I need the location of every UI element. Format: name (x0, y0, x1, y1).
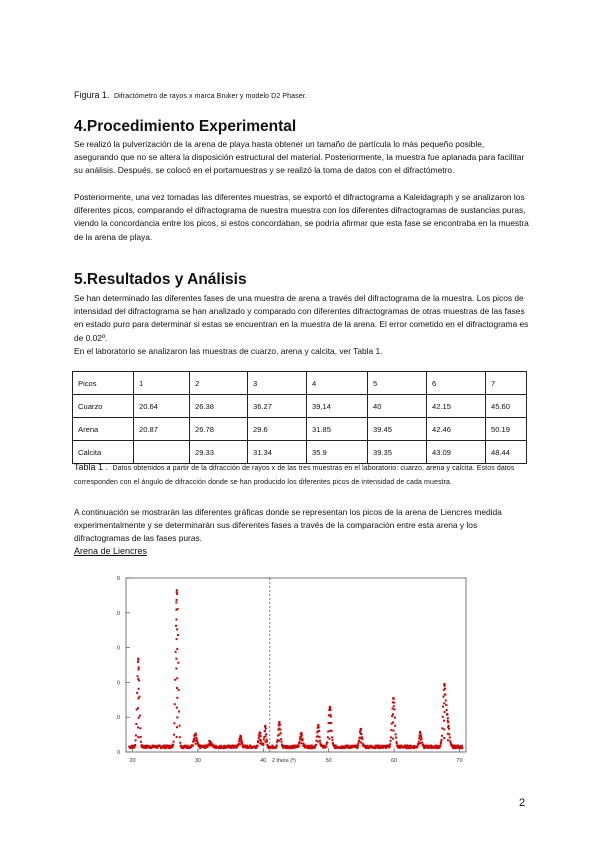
y-tick-label: 0 (116, 645, 120, 652)
table-cell: 3 (248, 372, 307, 395)
data-point (279, 724, 281, 726)
data-point (392, 721, 394, 723)
x-tick-label: 20 (129, 758, 136, 764)
figure1-caption (74, 85, 307, 103)
data-point (443, 702, 445, 704)
data-point (138, 717, 140, 719)
data-point (358, 740, 360, 742)
data-point (176, 589, 178, 591)
data-point (176, 687, 178, 689)
data-point (176, 726, 178, 728)
data-point (239, 743, 241, 745)
data-point (137, 678, 139, 680)
table1-caption (74, 461, 530, 488)
data-point (173, 734, 175, 736)
table-cell: 40 (368, 395, 427, 418)
data-point (443, 720, 445, 722)
data-point (394, 725, 396, 727)
data-point (278, 728, 280, 730)
data-point (179, 736, 181, 738)
data-point (195, 740, 197, 742)
data-point (137, 736, 139, 738)
x-tick-label: 60 (391, 758, 398, 764)
data-point (241, 742, 243, 744)
data-point (176, 593, 178, 595)
data-point (440, 741, 442, 743)
graph-intro-paragraph: A continuación se mostrarán las diferentes gráficas donde se representan los picos de la arena de Liencres medida experimentalmente y se determinarán sus diferentes fases a través de la comparación entre esta arena y los difractogramas de las fases puras. (74, 507, 502, 544)
data-point (276, 741, 278, 743)
data-point (257, 740, 259, 742)
data-point (389, 743, 391, 745)
data-point (443, 685, 445, 687)
data-point (263, 738, 265, 740)
data-point (314, 746, 316, 748)
table-cell: 26.38 (190, 395, 248, 418)
data-point (317, 735, 319, 737)
data-point (443, 737, 445, 739)
data-point (441, 739, 443, 741)
table-cell: Arena (73, 418, 134, 441)
table-cell: 39,14 (307, 395, 368, 418)
data-point (176, 599, 178, 601)
data-point (440, 743, 442, 745)
table-cell: 20.87 (134, 418, 190, 441)
data-point (329, 714, 331, 716)
data-point (175, 658, 177, 660)
data-point (446, 709, 448, 711)
data-point (330, 716, 332, 718)
data-point (317, 725, 319, 727)
data-point (392, 708, 394, 710)
data-point (137, 661, 139, 663)
data-point (461, 747, 463, 749)
data-point (419, 732, 421, 734)
data-point (133, 747, 135, 749)
table-cell: Calcita (73, 441, 134, 464)
data-point (172, 744, 174, 746)
data-point (175, 667, 177, 669)
data-point (176, 697, 178, 699)
data-point (417, 745, 419, 747)
data-point (329, 706, 331, 708)
data-point (330, 709, 332, 711)
data-point (445, 699, 447, 701)
data-point (138, 696, 140, 698)
data-point (177, 662, 179, 664)
data-point (447, 720, 449, 722)
data-point (194, 734, 196, 736)
table-cell: 26.78 (190, 418, 248, 441)
data-point (265, 741, 267, 743)
data-point (419, 742, 421, 744)
data-point (328, 738, 330, 740)
table-cell: 20.64 (134, 395, 190, 418)
data-point (178, 711, 180, 713)
data-point (136, 692, 138, 694)
data-point (357, 744, 359, 746)
data-point (176, 638, 178, 640)
data-point (439, 745, 441, 747)
data-point (327, 731, 329, 733)
data-point (325, 746, 327, 748)
data-point (444, 694, 446, 696)
table-cell: 6 (427, 372, 486, 395)
data-point (240, 738, 242, 740)
x-tick-label: 40 (260, 758, 267, 764)
data-point (176, 707, 178, 709)
data-point (280, 741, 282, 743)
data-point (175, 601, 177, 603)
data-point (176, 716, 178, 718)
table-cell: 29.6 (248, 418, 307, 441)
data-point (175, 609, 177, 611)
data-point (357, 746, 359, 748)
diffractogram-chart (100, 566, 480, 776)
data-point (301, 739, 303, 741)
data-point (449, 736, 451, 738)
table-cell: 39.45 (368, 418, 427, 441)
data-point (447, 726, 449, 728)
table-cell: 50.19 (486, 418, 527, 441)
data-point (396, 743, 398, 745)
data-point (175, 619, 177, 621)
data-point (140, 736, 142, 738)
data-point (393, 730, 395, 732)
y-tick-label: 0 (116, 715, 120, 722)
figure1-text: Difractómetro de rayos x marca Bruker y modelo D2 Phaser. (113, 93, 307, 100)
x-tick-label: 30 (194, 758, 201, 764)
data-point (195, 743, 197, 745)
data-point (179, 742, 181, 744)
data-point (239, 735, 241, 737)
table-cell: 48.44 (486, 441, 527, 464)
table-cell: 5 (368, 372, 427, 395)
table-cell: 35.9 (307, 441, 368, 464)
data-point (137, 659, 139, 661)
data-point (392, 697, 394, 699)
data-point (390, 736, 392, 738)
data-point (446, 714, 448, 716)
data-point (443, 696, 445, 698)
data-point (389, 746, 391, 748)
data-point (444, 688, 446, 690)
data-point (299, 741, 301, 743)
data-point (265, 733, 267, 735)
plot-frame (126, 578, 466, 752)
data-point (419, 735, 421, 737)
table-cell: 31.34 (248, 441, 307, 464)
data-point (326, 741, 328, 743)
data-point (259, 732, 261, 734)
data-point (195, 737, 197, 739)
data-point (393, 708, 395, 710)
section5-title: 5.Resultados y Análisis (74, 271, 247, 288)
data-point (329, 730, 331, 732)
data-point (175, 651, 177, 653)
data-point (265, 735, 267, 737)
data-point (331, 736, 333, 738)
table-cell: 31.85 (307, 418, 368, 441)
data-point (361, 738, 363, 740)
data-point (394, 717, 396, 719)
data-point (444, 711, 446, 713)
x-tick-label: 50 (325, 758, 332, 764)
data-point (258, 735, 260, 737)
data-point (140, 741, 142, 743)
data-point (442, 706, 444, 708)
data-point (360, 728, 362, 730)
data-point (240, 741, 242, 743)
data-point (266, 739, 268, 741)
table-cell: 29.33 (190, 441, 248, 464)
table-header-row (73, 372, 527, 395)
data-point (393, 702, 395, 704)
data-point (173, 741, 175, 743)
data-point (138, 688, 140, 690)
data-point (176, 591, 178, 593)
y-tick-label: 0 (116, 680, 120, 687)
data-point (317, 730, 319, 732)
data-point (176, 677, 178, 679)
x-tick-label: 70 (456, 758, 463, 764)
data-point (359, 737, 361, 739)
data-point (173, 722, 175, 724)
data-point (331, 739, 333, 741)
data-point (176, 648, 178, 650)
data-point (231, 744, 233, 746)
section4-paragraph-1: Se realizó la pulverización de la arena de playa hasta obtener un tamaño de partícula lo más pequeño posible, asegurando que no se altera la disposición estructural del material. Posteriormente, la muestra fue aplanada para facilitar su análisis. Después, se colocó en el portamuestras y se realizó la toma de datos con el difractómetro. (74, 139, 525, 176)
table1-caption-label: Tabla 1 . (74, 462, 109, 472)
data-point (445, 704, 447, 706)
table-cell: 45.60 (486, 395, 527, 418)
data-point (395, 733, 397, 735)
data-point (135, 734, 137, 736)
data-point (390, 740, 392, 742)
data-point (319, 736, 321, 738)
data-point (137, 726, 139, 728)
data-point (357, 742, 359, 744)
data-point (175, 625, 177, 627)
table-cell: 7 (486, 372, 527, 395)
data-point (209, 741, 211, 743)
figure1-label: Figura 1. (74, 90, 110, 100)
data-point (441, 735, 443, 737)
table-cell: 42.15 (427, 395, 486, 418)
data-point (315, 744, 317, 746)
data-point (420, 739, 422, 741)
data-point (135, 723, 137, 725)
data-point (192, 744, 194, 746)
data-point (300, 732, 302, 734)
data-point (392, 738, 394, 740)
data-point (424, 747, 426, 749)
section5-paragraph-1: Se han determinado las diferentes fases de una muestra de arena a través del difractograma de la muestra. Los picos de intensidad del difractograma se han analizado y comparado con diferentes difractogramas de otras muestras de las fases en estado puro para determinar si estas se encuentran en la muestra de la arena. El error cometido en el difractograma es de 0.02º. (74, 293, 529, 343)
data-point (392, 713, 394, 715)
data-point (137, 675, 139, 677)
data-point (329, 722, 331, 724)
data-point (360, 741, 362, 743)
data-point (280, 738, 282, 740)
table1-caption-text: Datos obtenidos a partir de la difracción de rayos x de las tres muestras en el laboratorio: cuarzo, arena y calcita. Estos datos corresponden con el ángulo de difracción donde se han producido los diferentes picos de intensidad de cada muestra. (74, 465, 515, 486)
data-point (447, 739, 449, 741)
data-point (276, 744, 278, 746)
data-point (134, 744, 136, 746)
results-table (72, 371, 527, 464)
table-cell: 43.09 (427, 441, 486, 464)
data-point (461, 745, 463, 747)
data-point (264, 730, 266, 732)
section5-paragraph-2: En el laboratorio se analizaron las muestras de cuarzo, arena y calcita, ver Tabla 1. (74, 346, 383, 356)
data-point (447, 717, 449, 719)
data-point (174, 703, 176, 705)
data-point (278, 734, 280, 736)
data-point (265, 728, 267, 730)
table-cell: 2 (190, 372, 248, 395)
data-point (298, 745, 300, 747)
data-point (360, 733, 362, 735)
data-point (174, 679, 176, 681)
data-point (139, 727, 141, 729)
data-point (137, 697, 139, 699)
y-tick-label: 0 (116, 750, 120, 756)
data-point (176, 736, 178, 738)
data-point (177, 634, 179, 636)
data-point (441, 727, 443, 729)
data-point (264, 725, 266, 727)
data-point (262, 743, 264, 745)
data-point (137, 707, 139, 709)
data-point (278, 721, 280, 723)
table-cell: 39.35 (368, 441, 427, 464)
page-number: 2 (519, 797, 526, 809)
table-cell: 42.46 (427, 418, 486, 441)
data-point (171, 746, 173, 748)
data-point (300, 735, 302, 737)
table-row (73, 395, 527, 418)
table-row (73, 418, 527, 441)
graph-title: Arena de Liencres (74, 546, 148, 556)
data-point (138, 668, 140, 670)
data-point (443, 728, 445, 730)
data-point (447, 733, 449, 735)
section4-title: 4.Procedimiento Experimental (74, 118, 297, 135)
data-point (236, 747, 238, 749)
data-point (139, 715, 141, 717)
data-point (178, 689, 180, 691)
data-point (278, 740, 280, 742)
data-point (135, 739, 137, 741)
data-point (317, 741, 319, 743)
table-cell: Picos (73, 372, 134, 395)
data-point (395, 737, 397, 739)
y-tick-label: 0 (116, 576, 120, 582)
data-point (259, 742, 261, 744)
data-point (257, 745, 259, 747)
data-point (300, 742, 302, 744)
data-point (421, 742, 423, 744)
table-cell: 36.27 (248, 395, 307, 418)
data-point (439, 747, 441, 749)
data-point (442, 716, 444, 718)
data-point (176, 628, 178, 630)
data-point (319, 740, 321, 742)
table-cell: 1 (134, 372, 190, 395)
y-tick-label: 0 (116, 610, 120, 617)
data-point (390, 729, 392, 731)
data-point (138, 666, 140, 668)
data-point (393, 705, 395, 707)
section4-paragraph-2: Posteriormente, una vez tomadas las diferentes muestras, se exportó el difractograma a Kaleidagraph y se analizaron los diferentes picos, comparando el difractograma de nuestra muestra con los diferentes difractogramas de sustancias puras, viendo la concordancia entre los picos, si estos concordaban, se podría afirmar que esta fase se encontraba en la muestra de la arena de playa. (74, 192, 529, 242)
table-cell: 4 (307, 372, 368, 395)
data-point (178, 725, 180, 727)
table-cell: Cuarzo (73, 395, 134, 418)
x-axis-label: 2 theta (º) (271, 758, 296, 764)
data-point (391, 715, 393, 717)
data-point (259, 739, 261, 741)
